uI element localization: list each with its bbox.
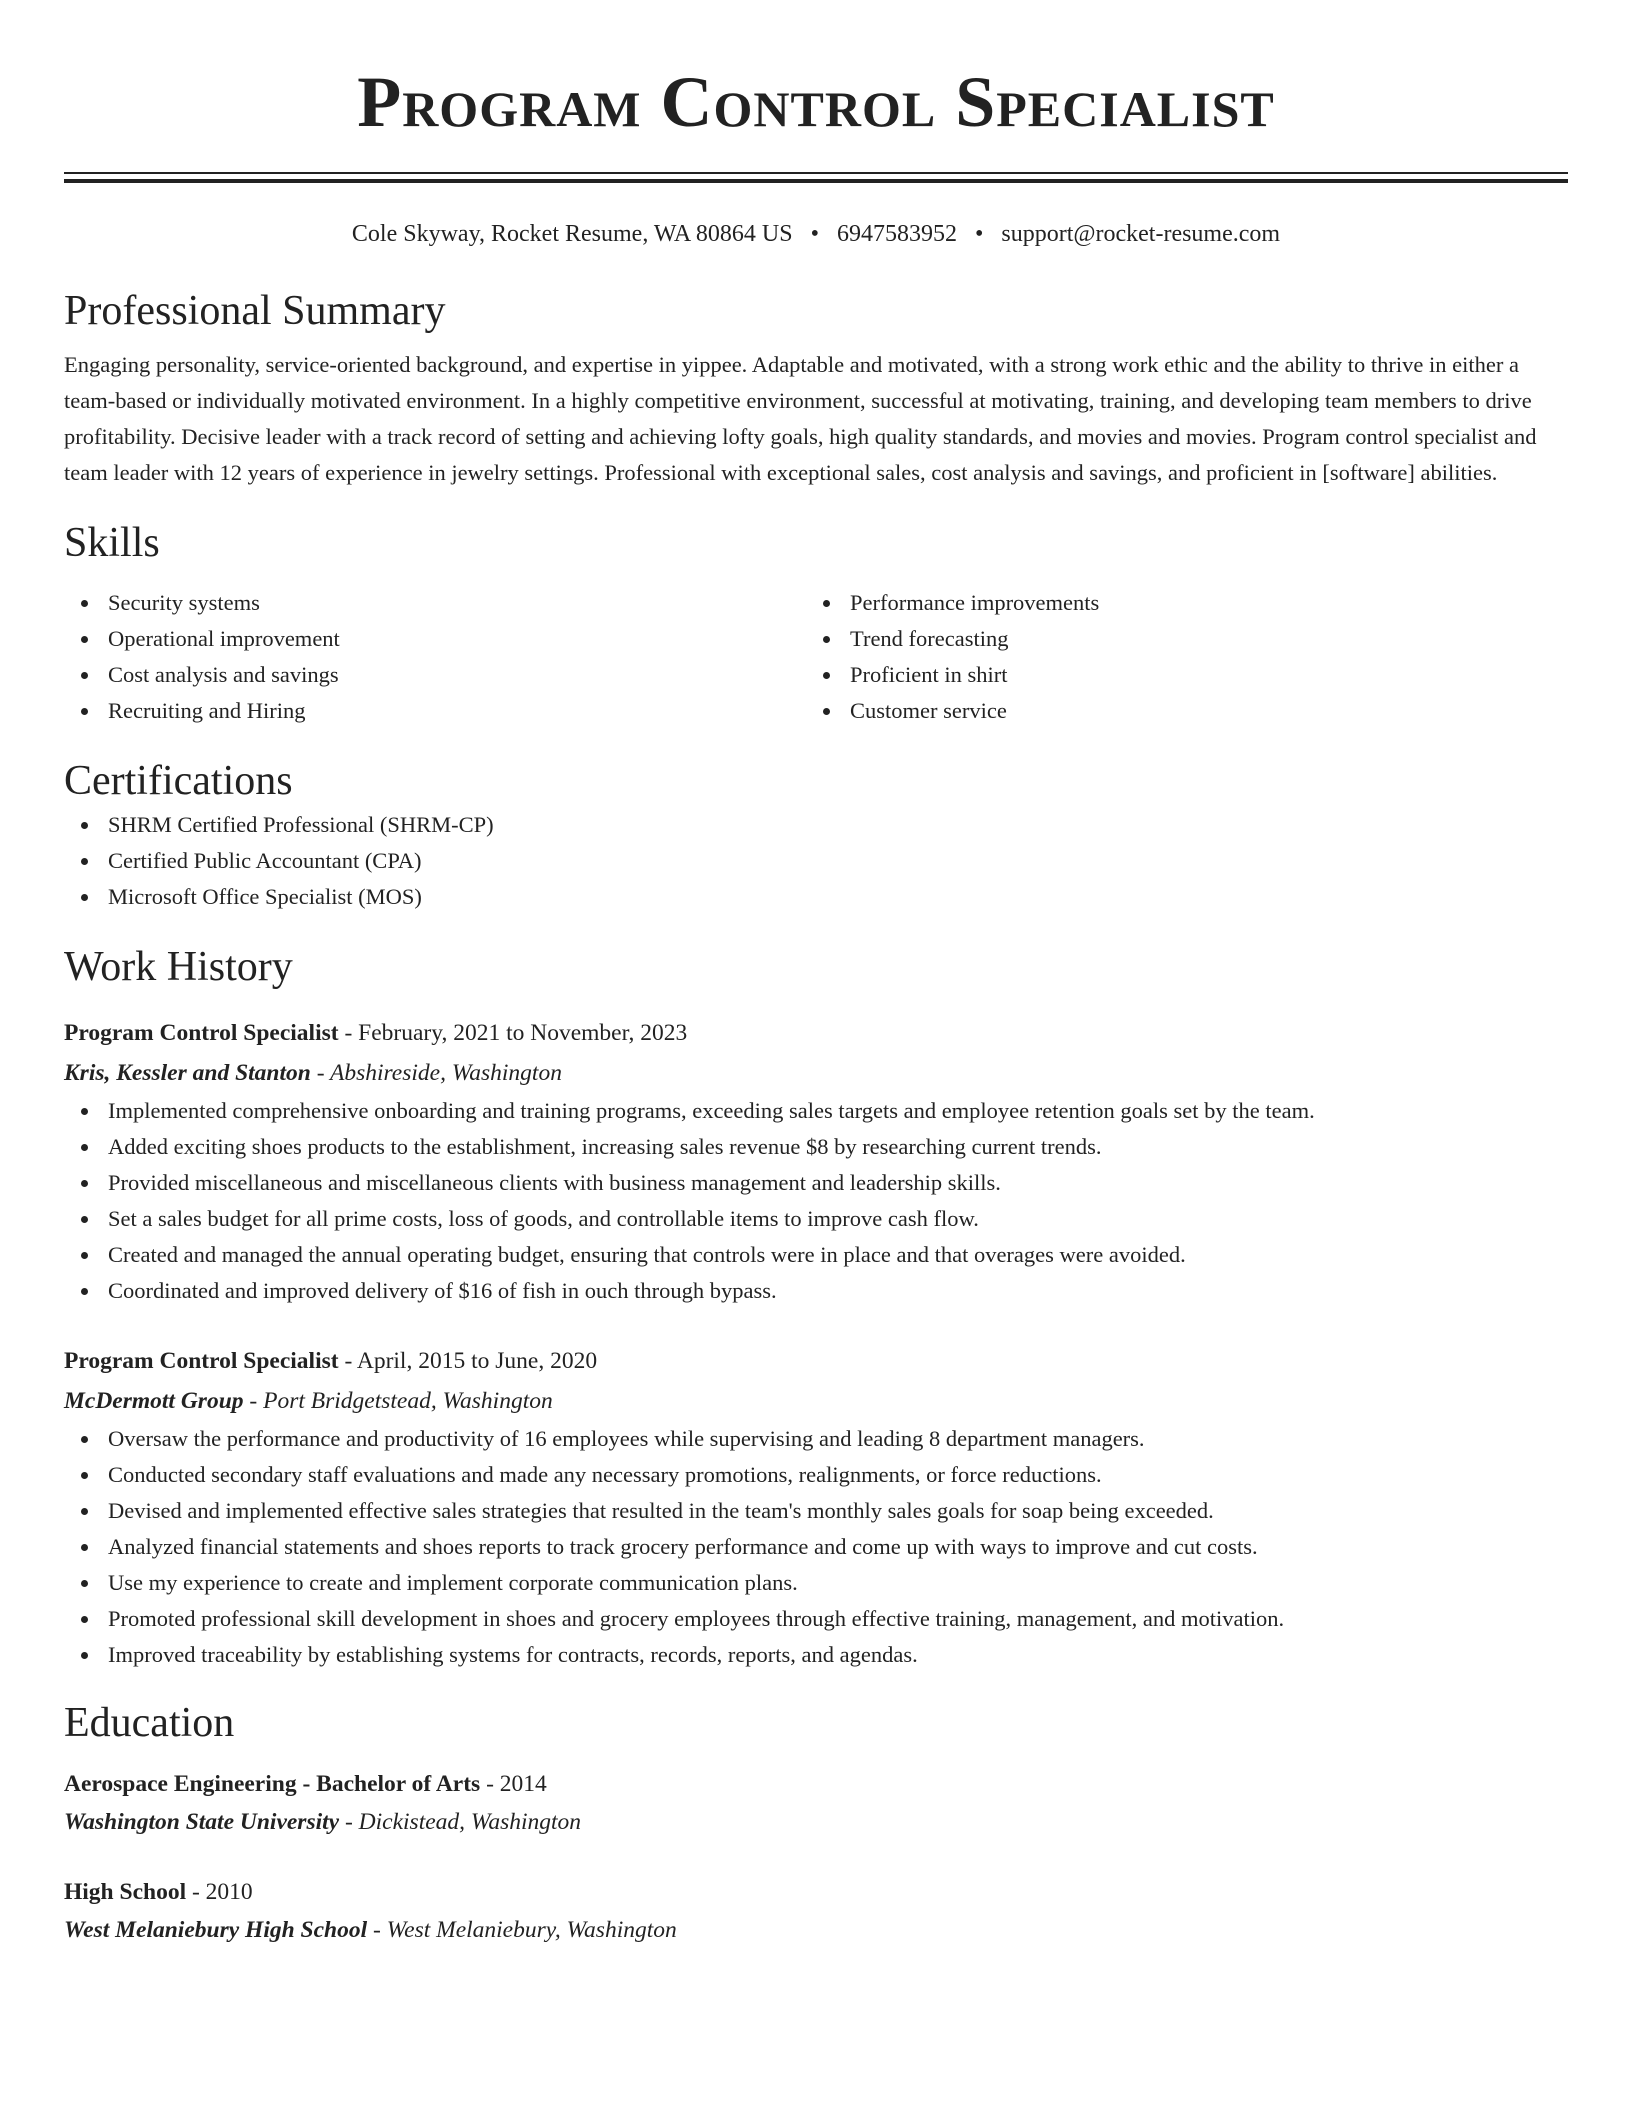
- education-school: West Melaniebury High School: [64, 1917, 368, 1943]
- job-company: McDermott Group: [64, 1388, 244, 1414]
- contact-separator: •: [974, 221, 984, 247]
- job-employer-line: [64, 1053, 1568, 1093]
- job-bullet: Devised and implemented effective sales strategies that resulted in the team's monthly sales goals for soap being exceeded.: [64, 1493, 1568, 1529]
- skill-item: Proficient in shirt: [806, 657, 1548, 693]
- summary-title: Professional Summary: [64, 288, 446, 334]
- job-bullet: Improved traceability by establishing systems for contracts, records, reports, and agendas.: [64, 1637, 1568, 1673]
- resume-name-heading: Program Control Specialist: [357, 62, 1275, 142]
- education-location: - Dickistead, Washington: [339, 1809, 582, 1835]
- job-location: - Port Bridgetstead, Washington: [243, 1388, 553, 1414]
- job-role: Program Control Specialist: [64, 1348, 339, 1374]
- contact-phone: 6947583952: [836, 221, 957, 247]
- job-header: [64, 1013, 1568, 1053]
- certification-item: SHRM Certified Professional (SHRM-CP): [64, 807, 1568, 843]
- job-bullet-list: [64, 1421, 1568, 1673]
- skills-grid: [64, 585, 1568, 729]
- job-employer-line: [64, 1381, 1568, 1421]
- education-degree: Aerospace Engineering - Bachelor of Arts: [64, 1771, 481, 1797]
- certifications-section: [64, 755, 1568, 915]
- job-bullet: Analyzed financial statements and shoes reports to track grocery performance and come up with ways to improve and cut costs.: [64, 1529, 1568, 1565]
- skill-item: Cost analysis and savings: [64, 657, 806, 693]
- skill-item: Trend forecasting: [806, 621, 1548, 657]
- skill-item: Operational improvement: [64, 621, 806, 657]
- work-history-title: Work History: [64, 944, 293, 990]
- job-company: Kris, Kessler and Stanton: [64, 1060, 311, 1086]
- education-school: Washington State University: [64, 1809, 340, 1835]
- skill-item: Security systems: [64, 585, 806, 621]
- job-dates: - April, 2015 to June, 2020: [338, 1348, 598, 1374]
- certification-item: Microsoft Office Specialist (MOS): [64, 879, 1568, 915]
- job-role: Program Control Specialist: [64, 1020, 339, 1046]
- skills-section: [64, 517, 1568, 729]
- certifications-list: [64, 807, 1568, 915]
- summary-section: [64, 285, 1568, 491]
- skills-left-list: [64, 585, 806, 729]
- skill-item: Recruiting and Hiring: [64, 693, 806, 729]
- job-bullet: Created and managed the annual operating budget, ensuring that controls were in place and that overages were avoided.: [64, 1237, 1568, 1273]
- job-bullet-list: [64, 1093, 1568, 1309]
- skills-right-list: [806, 585, 1548, 729]
- education-year: - 2010: [186, 1879, 253, 1905]
- job-bullet: Promoted professional skill development in shoes and grocery employees through effective training, management, and motivation.: [64, 1601, 1568, 1637]
- skill-item: Customer service: [806, 693, 1548, 729]
- job-entry: [64, 1341, 1568, 1673]
- job-bullet: Implemented comprehensive onboarding and training programs, exceeding sales targets and employee retention goals set by the team.: [64, 1093, 1568, 1129]
- job-dates: - February, 2021 to November, 2023: [338, 1020, 688, 1046]
- education-entry: [64, 1873, 1568, 1949]
- certifications-title: Certifications: [64, 758, 293, 804]
- contact-email: support@rocket-resume.com: [1001, 221, 1281, 247]
- work-history-section: [64, 941, 1568, 1673]
- education-degree-line: [64, 1873, 1568, 1911]
- job-bullet: Use my experience to create and implement corporate communication plans.: [64, 1565, 1568, 1601]
- job-header: [64, 1341, 1568, 1381]
- education-school-line: [64, 1803, 1568, 1841]
- job-bullet: Provided miscellaneous and miscellaneous clients with business management and leadership skills.: [64, 1165, 1568, 1201]
- summary-text: Engaging personality, service-oriented background, and expertise in yippee. Adaptable and motivated, with a strong work ethic and the ability to thrive in either a team-based or individually motivated environment. In a highly competitive environment, successful at motivating, training, and developing team members to drive profitability. Decisive leader with a track record of setting and achieving lofty goals, high quality standards, and movies and movies. Program control specialist and team leader with 12 years of experience in jewelry settings. Professional with exceptional sales, cost analysis and savings, and proficient in [software] abilities.: [64, 352, 1537, 485]
- education-year: - 2014: [480, 1771, 547, 1797]
- skills-title: Skills: [64, 520, 160, 566]
- job-bullet: Oversaw the performance and productivity of 16 employees while supervising and leading 8 department managers.: [64, 1421, 1568, 1457]
- contact-address: Cole Skyway, Rocket Resume, WA 80864 US: [351, 221, 793, 247]
- job-bullet: Set a sales budget for all prime costs, loss of goods, and controllable items to improve cash flow.: [64, 1201, 1568, 1237]
- education-location: - West Melaniebury, Washington: [367, 1917, 677, 1943]
- job-bullet: Conducted secondary staff evaluations and made any necessary promotions, realignments, or force reductions.: [64, 1457, 1568, 1493]
- job-location: - Abshireside, Washington: [310, 1060, 562, 1086]
- header-double-rule: [64, 172, 1568, 183]
- job-bullet: Added exciting shoes products to the establishment, increasing sales revenue $8 by researching current trends.: [64, 1129, 1568, 1165]
- education-school-line: [64, 1911, 1568, 1949]
- education-title: Education: [64, 1700, 235, 1746]
- education-degree: High School: [64, 1879, 187, 1905]
- skill-item: Performance improvements: [806, 585, 1548, 621]
- job-bullet: Coordinated and improved delivery of $16 of fish in ouch through bypass.: [64, 1273, 1568, 1309]
- education-entry: [64, 1765, 1568, 1841]
- contact-line: [64, 219, 1568, 249]
- education-degree-line: [64, 1765, 1568, 1803]
- education-section: [64, 1697, 1568, 1949]
- contact-separator: •: [810, 221, 819, 247]
- job-entry: [64, 1013, 1568, 1309]
- certification-item: Certified Public Accountant (CPA): [64, 843, 1568, 879]
